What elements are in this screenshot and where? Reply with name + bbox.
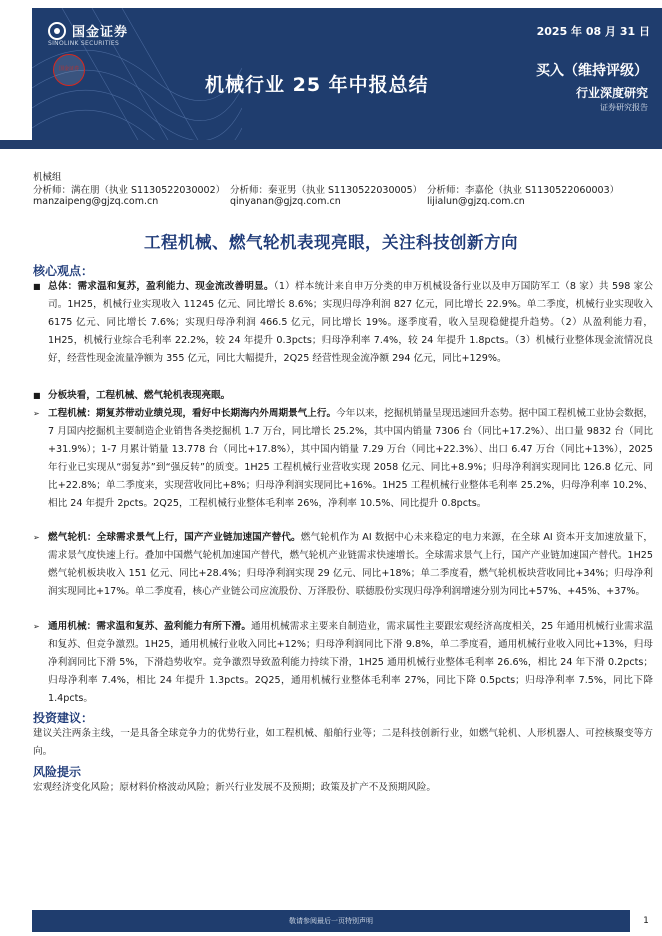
bullet-text: （1）样本统计来自申万分类的申万机械设备行业以及申万国防军工（8 家）共 598 家公司。1H25，机械行业实现收入 11245 亿元、同比增长 8.6%；实现归母净利润 827 亿元，同比增长 22.9%。单二季度，机械行业实现收入 6175 亿元、同比增长 7.6%；实现归母净利润 466.5 亿元，同比增长 19%。逐季度看，收入呈现稳健提升趋势。（2）从盈利能力看，1H25，机械行业综合毛利率 22.2%，较 24 年提升 0.3pcts；归母净利率 7.4%，较 24 年提升 1.8pcts。（3）机械行业整体现金流情况良好，经营性现金流量净额为 355 亿元，同比大幅提升，2Q25 经营性现金流净额 294 亿元，同比+129%。 [48,281,654,364]
investment-text: 建议关注两条主线，一是具备全球竞争力的优势行业，如工程机械、船舶行业等；二是科技创新行业，如燃气轮机、人形机器人、可控核聚变等方向。 [33,728,653,757]
report-type: 行业深度研究 [575,86,648,100]
square-bullet-icon: ■ [33,282,41,291]
subitem-general [33,618,653,708]
analyst-group: 机械组 [33,172,62,183]
page-number: 1 [643,916,649,926]
subitem-gas-turbine [33,529,653,601]
subitem-text: 燃气轮机作为 AI 数据中心未来稳定的电力来源，在全球 AI 资本开支加速放量下，需求景气度快速上行。叠加中国燃气轮机加速国产替代，燃气轮机产业链需求快速增长。全球需求景气上行，国产产业链加速国产替代。1H25 燃气轮机板块收入 151 亿元、同比+28.4%；归母净利润实现 29 亿元、同比+18%；单二季度看，燃气轮机板块营收同比+34%；归母净利润实现同比+17%。单二季度看，核心产业链公司应流股份、万泽股份、联德股份实现归母净利润增速分别为同比+57%、+45%、+37%。 [48,532,654,597]
arrow-bullet-icon: ➢ [33,409,40,418]
bullet-lead: 总体：需求温和复苏，盈利能力、现金流改善明显。 [48,281,274,292]
company-seal-icon [53,54,85,86]
analyst-3: 分析师：李嘉伦（执业 S1130522060003） [427,185,620,196]
seal-text: 国金证券 [58,66,79,73]
report-title: 机械行业 25 年中报总结 [205,74,429,96]
section-investment: 投资建议： [33,711,94,725]
analyst-email-2[interactable]: qinyanan@gjzq.com.cn [230,196,341,207]
company-logo [48,21,128,40]
report-series: 证券研究报告 [600,103,648,112]
bullet-overall [33,278,653,368]
analyst-2: 分析师：秦亚男（执业 S1130522030005） [230,185,423,196]
section-risk: 风险提示 [33,765,82,779]
headline: 工程机械、燃气轮机表现亮眼，关注科技创新方向 [144,233,518,252]
square-bullet-icon: ■ [33,391,41,400]
logo-english: SINOLINK SECURITIES [48,40,120,47]
bullet-sectors [33,387,653,405]
risk-text: 宏观经济变化风险；原材料价格波动风险；新兴行业发展不及预期；政策及扩产不及预期风险。 [33,782,436,793]
section-core-view: 核心观点： [33,264,94,278]
subitem-lead: 通用机械：需求温和复苏、盈利能力有所下滑。 [48,621,252,632]
analyst-list [33,182,648,196]
bullet-lead: 分板块看，工程机械、燃气轮机表现亮眼。 [48,390,231,401]
rating-badge: 买入（维持评级） [536,63,648,79]
subitem-construction [33,405,653,513]
footer-bar [32,910,630,932]
logo-icon [48,22,66,40]
arrow-bullet-icon: ➢ [33,622,40,631]
banner-stripe [0,140,662,149]
subitem-text: 今年以来，挖掘机销量呈现迅速回升态势。据中国工程机械工业协会数据，7 月国内挖掘机主要制造企业销售各类挖掘机 1.7 万台，同比增长 25.2%，其中国内销量 7306 台（同比+17.2%）、出口量 9832 台（同比+31.9%）；1-7 月累计销量 13.778 台（同比+17.8%），其中国内销量 7.29 万台（同比+22.3%）、出口 6.47 万台（同比+13%），2025 年行业已实现从“弱复苏”到“强反转”的质变。1H25 工程机械行业营收实现 2058 亿元、同比+8.9%；归母净利润实现同比 126.8 亿元、同比+22.8%；单二季度来，实现营收同比+8%；归母净利润实现同比+16%。1H25 工程机械行业整体毛利率 25.2%，归母净利率 10.2%、相比 24 年提升 2pcts。2Q25，工程机械行业整体毛利率 26%，净利率 10.5%、同比提升 0.8pcts。 [48,408,654,509]
subitem-lead: 工程机械：期复苏带动业绩兑现，看好中长期海内外周期景气上行。 [48,408,337,419]
analyst-email-1[interactable]: manzaipeng@gjzq.com.cn [33,196,159,207]
analyst-email-3[interactable]: lijialun@gjzq.com.cn [427,196,525,207]
footer-disclaimer[interactable]: 敬请参阅最后一页特别声明 [289,917,373,925]
email-list [33,196,648,207]
subitem-text: 通用机械需求主要来自制造业，需求属性主要跟宏观经济高度相关，25 年通用机械行业需求温和复苏、但竞争激烈。1H25，通用机械行业收入同比+12%；归母净利润同比下滑 9.8%，单二季度看，通用机械行业收入同比+13%，归母净利润同比下滑 5%，下滑趋势收窄。竞争激烈导致盈利能力持续下滑，1H25 通用机械行业整体毛利率 26.6%，相比 24 年下滑 0.2pcts；归母净利率 7.4%，相比 24 年提升 1.3pcts。2Q25，通用机械行业整体毛利率 27%，同比下降 0.5pcts；归母净利率 7.5%，同比下降 1.4pcts。 [48,621,653,704]
logo-text: 国金证券 [72,25,129,40]
report-date: 2025 年 08 月 31 日 [536,25,650,38]
arrow-bullet-icon: ➢ [33,533,40,542]
analyst-1: 分析师：满在朋（执业 S1130522030002） [33,185,226,196]
subitem-lead: 燃气轮机：全球需求景气上行，国产产业链加速国产替代。 [48,532,301,543]
